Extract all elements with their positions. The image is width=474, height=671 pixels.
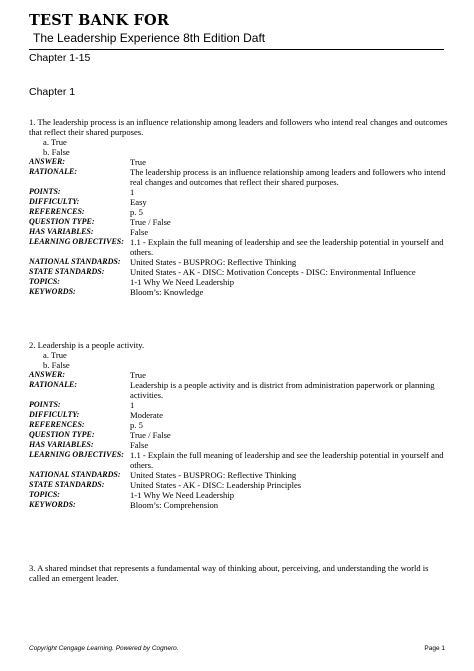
field-value: Bloom’s: Comprehension (130, 500, 219, 510)
chapter-heading: Chapter 1 (29, 86, 76, 98)
field-value: True / False (130, 430, 171, 440)
field-value: 1.1 - Explain the full meaning of leadership and see the leadership potential in yourself and others. (130, 237, 444, 257)
field-label: DIFFICULTY: (29, 410, 80, 419)
field-value: United States - BUSPROG: Reflective Thinking (130, 470, 297, 480)
field-value: United States - AK - DISC: Motivation Concepts - DISC: Environmental Influence (130, 267, 416, 277)
field-label: TOPICS: (29, 490, 60, 499)
field-label: RATIONALE: (29, 167, 78, 176)
field-label: HAS VARIABLES: (29, 227, 94, 236)
field-value: 1-1 Why We Need Leadership (130, 277, 234, 287)
field-value: 1 (130, 400, 135, 410)
field-value: United States - BUSPROG: Reflective Thinking (130, 257, 297, 267)
field-label: KEYWORDS: (29, 500, 76, 509)
question-3 (29, 563, 449, 583)
field-keywords (29, 287, 449, 297)
field-label: NATIONAL STANDARDS: (29, 257, 121, 266)
field-references (29, 207, 449, 217)
field-value: False (130, 227, 149, 237)
field-label: QUESTION TYPE: (29, 430, 95, 439)
header-divider (29, 49, 444, 50)
field-topics (29, 490, 449, 500)
field-value: Leadership is a people activity and is district from administration paperwork or planning activities. (130, 380, 435, 400)
field-value: True (130, 370, 146, 380)
field-label: POINTS: (29, 400, 61, 409)
field-rationale (29, 380, 449, 400)
field-points (29, 187, 449, 197)
field-label: REFERENCES: (29, 207, 85, 216)
field-label: REFERENCES: (29, 420, 85, 429)
field-label: ANSWER: (29, 370, 66, 379)
field-label: QUESTION TYPE: (29, 217, 95, 226)
option-true: a. True (43, 350, 67, 360)
field-value: Easy (130, 197, 147, 207)
field-label: KEYWORDS: (29, 287, 76, 296)
field-value: p. 5 (130, 207, 143, 217)
field-label: LEARNING OBJECTIVES: (29, 237, 124, 246)
field-label: ANSWER: (29, 157, 66, 166)
field-keywords (29, 500, 449, 510)
field-value: 1 (130, 187, 135, 197)
question-text: 3. A shared mindset that represents a fundamental way of thinking about, perceiving, and understanding the world is called an emergent leader. (29, 563, 429, 583)
field-label: POINTS: (29, 187, 61, 196)
field-value: True / False (130, 217, 171, 227)
field-label: HAS VARIABLES: (29, 440, 94, 449)
field-value: Bloom’s: Knowledge (130, 287, 204, 297)
field-has-variables (29, 440, 449, 450)
field-state-standards (29, 480, 449, 490)
field-rationale (29, 167, 449, 187)
field-value: False (130, 440, 149, 450)
option-false: b. False (43, 360, 70, 370)
field-label: TOPICS: (29, 277, 60, 286)
field-has-variables (29, 227, 449, 237)
field-question-type (29, 217, 449, 227)
field-label: LEARNING OBJECTIVES: (29, 450, 124, 459)
field-label: DIFFICULTY: (29, 197, 80, 206)
field-difficulty (29, 197, 449, 207)
book-title: The Leadership Experience 8th Edition Daft (33, 31, 266, 45)
field-references (29, 420, 449, 430)
question-text: 1. The leadership process is an influence relationship among leaders and followers who intend real changes and outcomes that reflect their shared purposes. (29, 117, 448, 137)
field-value: The leadership process is an influence relationship among leaders and followers who intend real changes and outcomes that reflect their shared purposes. (130, 167, 446, 187)
field-national-standards (29, 470, 449, 480)
field-topics (29, 277, 449, 287)
option-true: a. True (43, 137, 67, 147)
field-state-standards (29, 267, 449, 277)
field-difficulty (29, 410, 449, 420)
field-value: True (130, 157, 146, 167)
field-national-standards (29, 257, 449, 267)
field-label: NATIONAL STANDARDS: (29, 470, 121, 479)
field-learning-objectives (29, 237, 449, 257)
field-value: p. 5 (130, 420, 143, 430)
field-points (29, 400, 449, 410)
field-label: STATE STANDARDS: (29, 480, 105, 489)
footer-copyright: Copyright Cengage Learning. Powered by Cognero. (29, 645, 179, 652)
field-value: United States - AK - DISC: Leadership Principles (130, 480, 302, 490)
question-text: 2. Leadership is a people activity. (29, 340, 145, 350)
question-2 (29, 340, 449, 510)
footer-page-number: Page 1 (424, 645, 445, 652)
field-learning-objectives (29, 450, 449, 470)
field-value: 1-1 Why We Need Leadership (130, 490, 234, 500)
chapter-range: Chapter 1-15 (29, 52, 91, 64)
field-value: Moderate (130, 410, 163, 420)
field-value: 1.1 - Explain the full meaning of leadership and see the leadership potential in yourself and others. (130, 450, 444, 470)
option-false: b. False (43, 147, 70, 157)
field-label: STATE STANDARDS: (29, 267, 105, 276)
field-answer (29, 157, 449, 167)
field-question-type (29, 430, 449, 440)
field-answer (29, 370, 449, 380)
document-title: TEST BANK FOR (29, 12, 170, 29)
question-1 (29, 117, 449, 297)
field-label: RATIONALE: (29, 380, 78, 389)
